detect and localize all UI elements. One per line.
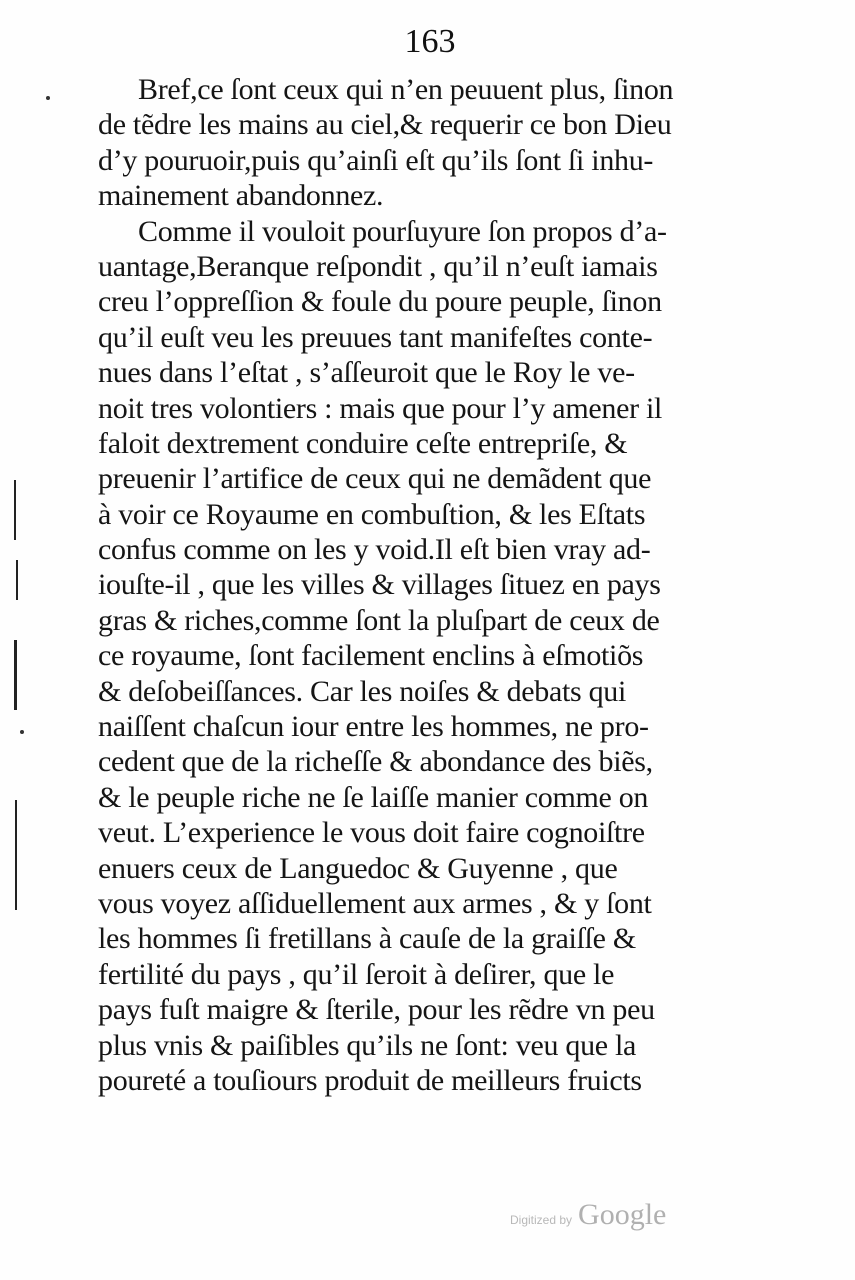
text-line: confus comme on les y void.Il eſt bien vray ad- <box>98 533 651 567</box>
text-line: plus vnis & paiſibles qu’ils ne ſont: veu que la <box>98 1028 637 1062</box>
binding-mark <box>15 800 17 910</box>
text-line: iouſte-il , que les villes & villages ſituez en pays <box>98 568 661 602</box>
text-line: les hommes ſi fretillans à cauſe de la graiſſe & <box>98 922 636 956</box>
text-line: qu’il euſt veu les preuues tant manifeſtes conte- <box>98 320 653 354</box>
text-line: d’y pouruoir,puis qu’ainſi eſt qu’ils ſont ſi inhu- <box>98 143 654 177</box>
text-line: nues dans l’eſtat , s’aſſeuroit que le Roy le ve- <box>98 356 635 390</box>
text-line: naiſſent chaſcun iour entre les hommes, ne pro- <box>98 710 649 744</box>
text-line: mainement abandonnez. <box>98 179 384 213</box>
binding-mark <box>14 640 17 710</box>
text-line: veut. L’experience le vous doit faire cognoiſtre <box>98 816 645 850</box>
text-line: & le peuple riche ne ſe laiſſe manier comme on <box>98 780 649 814</box>
page-number: 163 <box>404 23 456 60</box>
text-line: poureté a touſiours produit de meilleurs fruicts <box>98 1063 642 1097</box>
body-text <box>98 72 778 1098</box>
google-logo: Google <box>578 1198 667 1231</box>
text-line: fertilité du pays , qu’il ſeroit à deſirer, que le <box>98 957 615 991</box>
text-line: ce royaume, ſont facilement enclins à eſmotiõs <box>98 639 644 673</box>
text-line: Bref,ce ſont ceux qui n’en peuuent plus, ſinon <box>138 73 674 106</box>
text-line: uantage,Beranque reſpondit , qu’il n’euſt iamais <box>98 249 658 283</box>
text-line: cedent que de la richeſſe & abondance des biẽs, <box>98 745 653 779</box>
text-line: faloit dextrement conduire ceſte entrepriſe, & <box>98 426 628 460</box>
left-margin-binding-marks <box>0 0 40 1280</box>
ink-speck <box>20 730 24 734</box>
text-line: preuenir l’artifice de ceux qui ne demãdent que <box>98 462 652 496</box>
binding-mark <box>16 560 18 600</box>
text-line: gras & riches,comme ſont la pluſpart de ceux de <box>98 603 660 637</box>
binding-mark <box>14 480 16 540</box>
text-line: Comme il vouloit pourſuyure ſon propos d’a- <box>138 214 667 248</box>
google-digitized-watermark <box>510 1198 666 1232</box>
text-line: creu l’oppreſſion & foule du poure peuple, ſinon <box>98 285 662 319</box>
text-line: noit tres volontiers : mais que pour l’y amener il <box>98 391 663 425</box>
text-line: à voir ce Royaume en combuſtion, & les Eſtats <box>98 497 646 531</box>
text-line: vous voyez aſſiduellement aux armes , & y ſont <box>98 886 652 920</box>
ink-speck <box>46 96 50 100</box>
watermark-prefix: Digitized by <box>510 1213 573 1227</box>
text-line: de tẽdre les mains au ciel,& requerir ce bon Dieu <box>98 108 672 142</box>
text-line: pays fuſt maigre & ſterile, pour les rẽdre vn peu <box>98 993 655 1027</box>
text-line: & deſobeiſſances. Car les noiſes & debats qui <box>98 674 627 708</box>
text-line: enuers ceux de Languedoc & Guyenne , que <box>98 851 618 885</box>
